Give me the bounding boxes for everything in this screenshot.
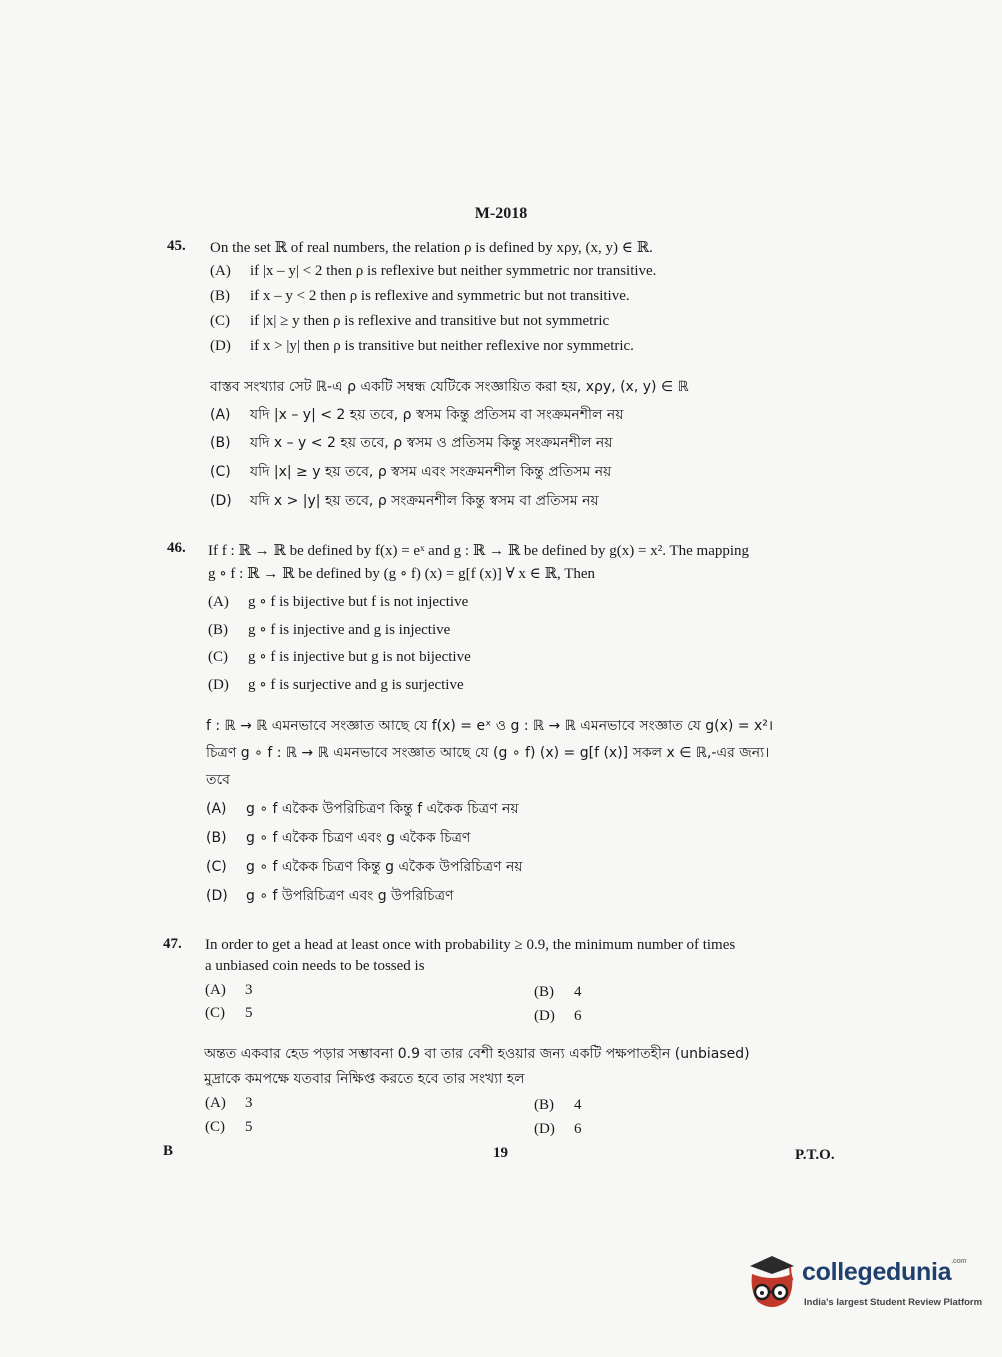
question-number-46: 46. (167, 540, 186, 556)
q47-bn-option-c: (C) 5 (205, 1119, 253, 1135)
question-number-45: 45. (167, 238, 186, 254)
mascot-icon (742, 1252, 800, 1314)
footer-booklet-code: B (163, 1143, 174, 1159)
footer-page-number: 19 (493, 1145, 508, 1161)
q47-bn-stem-line-1: অন্তত একবার হেড পড়ার সম্ভাবনা 0.9 বা তার বেশী হওয়ার জন্য একটি পক্ষপাতহীন (unbiased) (204, 1046, 750, 1062)
q46-stem-line-2: g ∘ f : ℝ → ℝ be defined by (g ∘ f) (x) = g[f (x)] ∀ x ∈ ℝ, Then (208, 566, 596, 582)
q46-option-d: (D) g ∘ f is surjective and g is surjective (208, 677, 464, 693)
q47-bn-option-b: (B) 4 (534, 1097, 582, 1113)
q45-bn-stem: বাস্তব সংখ্যার সেট ℝ-এ ρ একটি সম্বন্ধ যেটিকে সংজ্ঞায়িত করা হয়, xρy, (x, y) ∈ ℝ (210, 379, 689, 395)
q46-option-c: (C) g ∘ f is injective but g is not bijective (208, 649, 471, 665)
q47-bn-option-d: (D) 6 (534, 1121, 582, 1137)
q47-option-d: (D) 6 (534, 1008, 582, 1024)
logo-tagline: India's largest Student Review Platform (804, 1297, 983, 1308)
q46-option-a: (A) g ∘ f is bijective but f is not injective (208, 594, 469, 610)
q45-option-a: (A) if |x – y| < 2 then ρ is reflexive but neither symmetric nor transitive. (210, 263, 657, 279)
q45-stem: On the set ℝ of real numbers, the relation ρ is defined by xρy, (x, y) ∈ ℝ. (210, 240, 653, 256)
q45-bn-option-a: (A) যদি |x – y| < 2 হয় তবে, ρ স্বসম কিন্তু প্রতিসম বা সংক্রমনশীল নয় (210, 407, 624, 423)
q46-option-b: (B) g ∘ f is injective and g is injective (208, 622, 451, 638)
q47-option-a: (A) 3 (205, 982, 253, 998)
q47-bn-option-a: (A) 3 (205, 1095, 253, 1111)
q46-bn-stem-line-1: f : ℝ → ℝ এমনভাবে সংজ্ঞাত আছে যে f(x) = eˣ ও g : ℝ → ℝ এমনভাবে সংজ্ঞাত যে g(x) = x²। (206, 718, 774, 734)
q45-option-d: (D) if x > |y| then ρ is transitive but neither reflexive nor symmetric. (210, 338, 634, 354)
q45-bn-option-c: (C) যদি |x| ≥ y হয় তবে, ρ স্বসম এবং সংক্রমনশীল কিন্তু প্রতিসম নয় (210, 464, 612, 480)
q47-option-b: (B) 4 (534, 984, 582, 1000)
question-number-47: 47. (163, 936, 182, 952)
q46-bn-option-a: (A) g ∘ f একৈক উপরিচিত্রণ কিন্তু f একৈক চিত্রণ নয় (206, 801, 519, 817)
logo-wordmark: collegedunia$^{.com}$ (802, 1258, 967, 1286)
q47-stem-line-2: a unbiased coin needs to be tossed is (205, 958, 425, 974)
q47-stem-line-1: In order to get a head at least once with probability ≥ 0.9, the minimum number of times (205, 937, 736, 953)
q46-bn-option-b: (B) g ∘ f একৈক চিত্রণ এবং g একৈক চিত্রণ (206, 830, 471, 846)
q46-bn-stem-line-3: তবে (206, 772, 230, 788)
q46-stem-line-1: If f : ℝ → ℝ be defined by f(x) = eˣ and g : ℝ → ℝ be defined by g(x) = x². The mapping (208, 543, 750, 559)
q47-bn-stem-line-2: মুদ্রাকে কমপক্ষে যতবার নিক্ষিপ্ত করতে হবে তার সংখ্যা হল (204, 1071, 525, 1087)
q45-bn-option-d: (D) যদি x > |y| হয় তবে, ρ সংক্রমনশীল কিন্তু স্বসম বা প্রতিসম নয় (210, 493, 599, 509)
q45-bn-option-b: (B) যদি x – y < 2 হয় তবে, ρ স্বসম ও প্রতিসম কিন্তু সংক্রমনশীল নয় (210, 435, 613, 451)
q47-option-c: (C) 5 (205, 1005, 253, 1021)
q46-bn-option-c: (C) g ∘ f একৈক চিত্রণ কিন্তু g একৈক উপরিচিত্রণ নয় (206, 859, 523, 875)
q46-bn-option-d: (D) g ∘ f উপরিচিত্রণ এবং g উপরিচিত্রণ (206, 888, 454, 904)
footer-pto: P.T.O. (795, 1147, 835, 1163)
q46-bn-stem-line-2: চিত্রণ g ∘ f : ℝ → ℝ এমনভাবে সংজ্ঞাত আছে যে (g ∘ f) (x) = g[f (x)] সকল x ∈ ℝ,-এর জন্য। (206, 745, 770, 761)
q45-option-b: (B) if x – y < 2 then ρ is reflexive and symmetric but not transitive. (210, 288, 630, 304)
q45-option-c: (C) if |x| ≥ y then ρ is reflexive and transitive but not symmetric (210, 313, 610, 329)
page-header: M-2018 (474, 205, 528, 222)
